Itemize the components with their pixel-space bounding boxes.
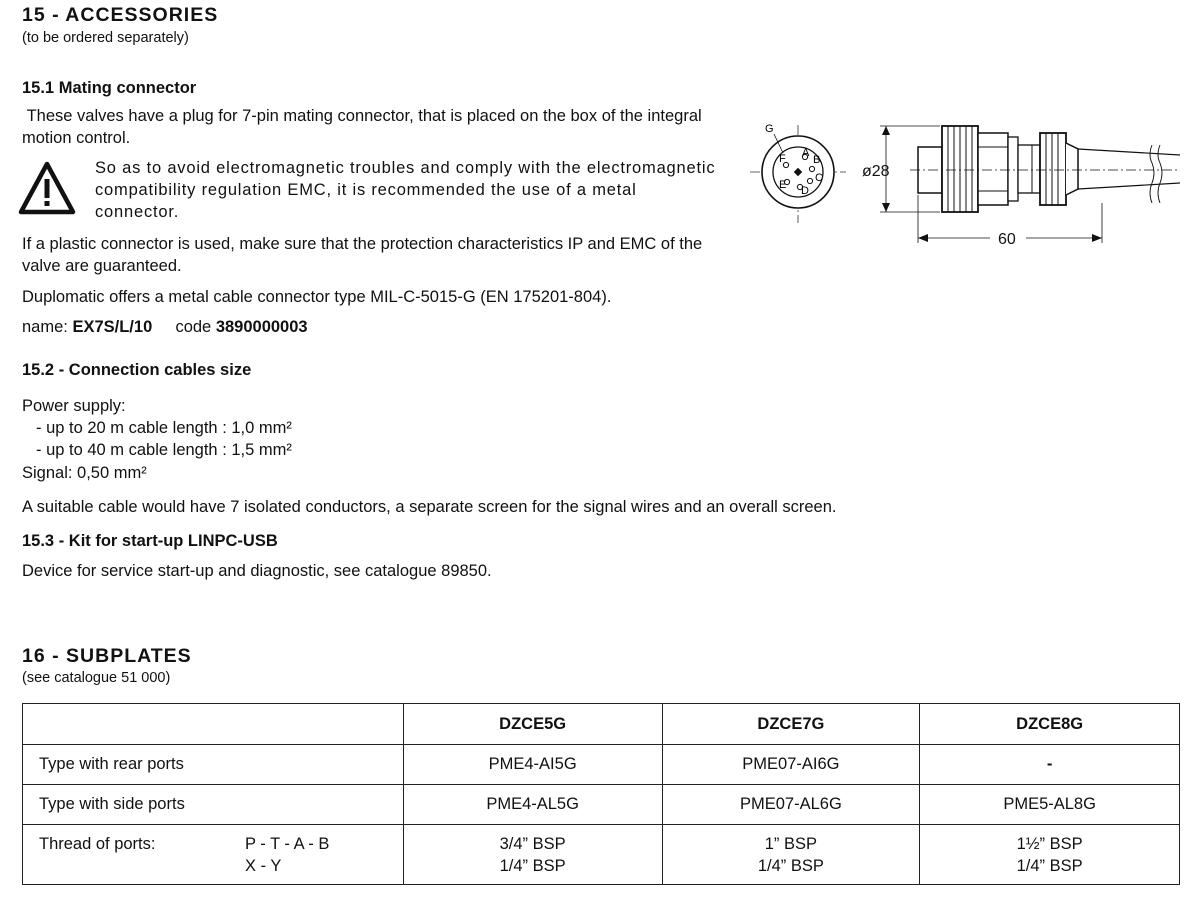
rear-ports-label: Type with rear ports [23, 745, 404, 785]
connector-name-value: EX7S/L/10 [72, 318, 153, 336]
table-cell: - [920, 745, 1180, 785]
subsection-15-2-title: 15.2 - Connection cables size [22, 361, 252, 379]
header-dzce8g: DZCE8G [920, 704, 1180, 745]
table-cell: PME4-AL5G [403, 785, 662, 825]
subplates-table [22, 703, 1180, 885]
metal-connector-offer: Duplomatic offers a metal cable connector type MIL-C-5015-G (EN 175201-804). [22, 288, 612, 306]
table-cell [662, 825, 920, 885]
table-cell: PME07-AI6G [662, 745, 920, 785]
thread-pilot-value: 1/4” BSP [757, 856, 824, 875]
name-label: name: [22, 318, 68, 336]
thread-main-value: 1” BSP [764, 834, 818, 853]
table-cell [403, 825, 662, 885]
table-corner-cell [23, 704, 404, 745]
pilot-ports-label: X - Y [245, 856, 282, 875]
pin-label-g: G [765, 123, 774, 135]
connector-code-value: 3890000003 [215, 318, 308, 336]
table-row [23, 825, 1180, 885]
section-16-subtitle: (see catalogue 51 000) [22, 670, 171, 686]
table-header-row [23, 704, 1180, 745]
power-20m-line: - up to 20 m cable length : 1,0 mm² [36, 419, 292, 437]
connector-name-line [22, 316, 308, 338]
table-row [23, 785, 1180, 825]
section-16-title: 16 - SUBPLATES [22, 645, 192, 667]
section-15-title: 15 - ACCESSORIES [22, 4, 219, 26]
kit-description: Device for service start-up and diagnostic, see catalogue 89850. [22, 562, 492, 580]
connector-front-view [750, 123, 846, 223]
code-label: code [175, 318, 212, 336]
thread-main-value: 3/4” BSP [499, 834, 566, 853]
connector-intro-text: These valves have a plug for 7-pin mating connector, that is placed on the box of the integral motion control. [22, 107, 707, 147]
power-40m-line: - up to 40 m cable length : 1,5 mm² [36, 441, 292, 459]
pin-label-b: B [813, 154, 821, 166]
header-dzce7g: DZCE7G [662, 704, 920, 745]
connector-drawing [740, 115, 1180, 255]
main-ports-label: P - T - A - B [245, 834, 330, 853]
emc-warning-text: So as to avoid electromagnetic troubles and comply with the electromagnetic compatibility regulation EMC, it is recommended the use of a metal connector. [95, 159, 716, 221]
thread-ports-cell [23, 825, 404, 885]
warning-icon [18, 160, 76, 216]
pin-label-c: C [815, 172, 823, 184]
table-cell: PME4-AI5G [403, 745, 662, 785]
pin-label-f: F [779, 153, 786, 165]
thread-pilot-value: 1/4” BSP [499, 856, 566, 875]
thread-pilot-value: 1/4” BSP [1016, 856, 1083, 875]
subsection-15-1-title: 15.1 Mating connector [22, 79, 197, 97]
power-supply-label: Power supply: [22, 397, 126, 415]
table-row [23, 745, 1180, 785]
plastic-connector-note: If a plastic connector is used, make sure that the protection characteristics IP and EMC of the valve are guaranteed. [22, 235, 703, 275]
table-cell: PME5-AL8G [920, 785, 1180, 825]
signal-line: Signal: 0,50 mm² [22, 464, 147, 482]
length-dimension: 60 [998, 231, 1016, 248]
thread-ports-label: Thread of ports: [39, 834, 156, 853]
connector-side-view [862, 126, 1180, 248]
subsection-15-3-title: 15.3 - Kit for start-up LINPC-USB [22, 532, 278, 550]
header-dzce5g: DZCE5G [403, 704, 662, 745]
pin-label-e: E [779, 179, 787, 191]
section-15-subtitle: (to be ordered separately) [22, 30, 189, 46]
diameter-dimension: ø28 [862, 163, 890, 180]
pin-label-a: A [802, 147, 810, 159]
table-cell: PME07-AL6G [662, 785, 920, 825]
thread-main-value: 1½” BSP [1016, 834, 1083, 853]
pin-label-d: D [801, 185, 809, 197]
table-cell [920, 825, 1180, 885]
cable-note: A suitable cable would have 7 isolated conductors, a separate screen for the signal wires and an overall screen. [22, 498, 837, 516]
side-ports-label: Type with side ports [23, 785, 404, 825]
